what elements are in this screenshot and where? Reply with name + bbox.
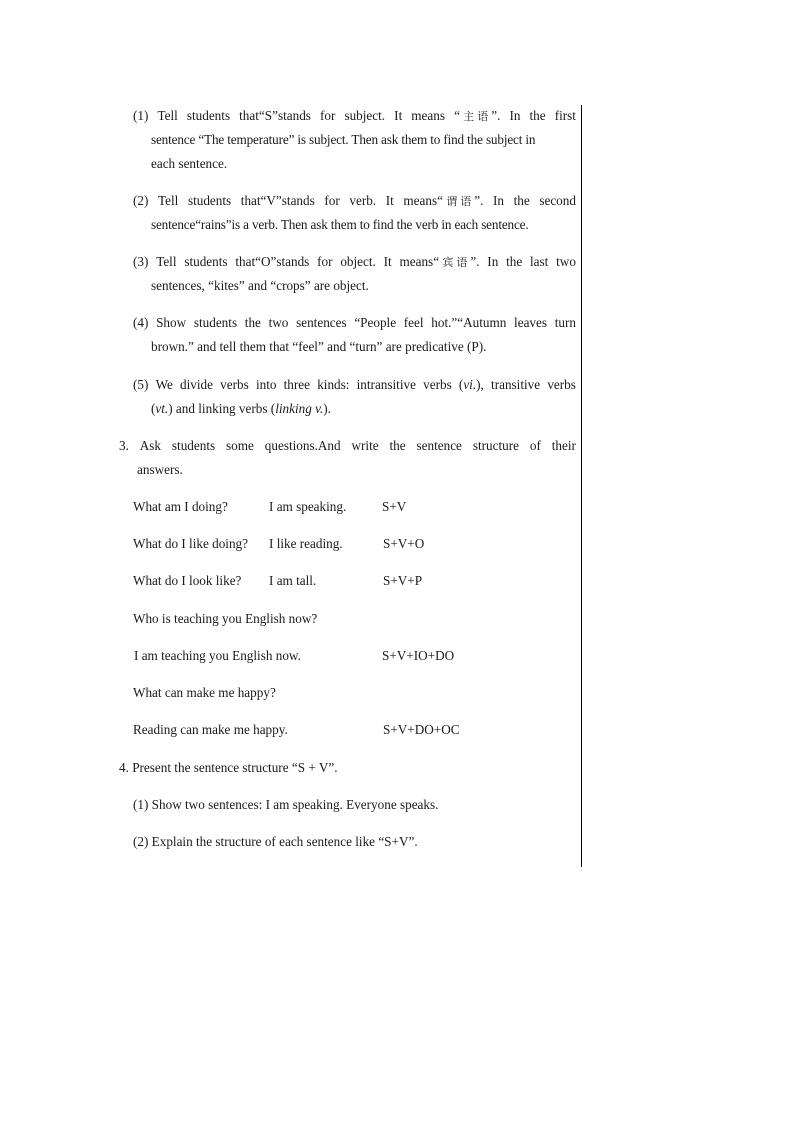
structure-1: S+V [382, 499, 407, 514]
item-1-line-1: (1) Tell students that“S”stands for subject. It means “ 主语”. In the first [133, 108, 576, 123]
chinese-term-object: 宾语 [442, 256, 471, 269]
step-3-line-2: answers. [137, 462, 183, 477]
question-3: What do I look like? [133, 573, 242, 588]
item-4-line-2: brown.” and tell them that “feel” and “turn” are predicative (P). [151, 339, 487, 354]
answer-5: Reading can make me happy. [133, 722, 288, 737]
answer-1: I am speaking. [269, 499, 347, 514]
item-2-line-1: (2) Tell students that“V”stands for verb. It means“ 谓语”. In the second [133, 193, 576, 208]
question-1: What am I doing? [133, 499, 228, 514]
step-3-line-1: 3. Ask students some questions.And write the sentence structure of their [119, 438, 576, 453]
item-5-line-2: (vt.) and linking verbs (linking v.). [151, 401, 331, 416]
table-border-line [581, 105, 582, 867]
question-2: What do I like doing? [133, 536, 248, 551]
question-5: What can make me happy? [133, 685, 276, 700]
item-1-line-3: each sentence. [151, 156, 228, 171]
item-2-line-2: sentence“rains”is a verb. Then ask them to find the verb in each sentence. [151, 217, 529, 232]
question-4: Who is teaching you English now? [133, 611, 318, 626]
answer-2: I like reading. [269, 536, 343, 551]
item-1-line-2: sentence “The temperature” is subject. Then ask them to find the subject in [151, 132, 536, 147]
step-4-item-2: (2) Explain the structure of each sentence like “S+V”. [133, 834, 418, 849]
item-3-line-2: sentences, “kites” and “crops” are object. [151, 278, 369, 293]
answer-3: I am tall. [269, 573, 317, 588]
item-5-line-1: (5) We divide verbs into three kinds: intransitive verbs (vi.), transitive verbs [133, 377, 576, 392]
structure-4: S+V+IO+DO [382, 648, 455, 663]
item-4-line-1: (4) Show students the two sentences “People feel hot.”“Autumn leaves turn [133, 315, 576, 330]
step-4-title: 4. Present the sentence structure “S + V”. [119, 760, 338, 775]
structure-2: S+V+O [383, 536, 425, 551]
chinese-term-predicate: 谓语 [446, 195, 475, 208]
answer-4: I am teaching you English now. [134, 648, 301, 663]
structure-3: S+V+P [383, 573, 423, 588]
step-4-item-1: (1) Show two sentences: I am speaking. Everyone speaks. [133, 797, 439, 812]
item-3-line-1: (3) Tell students that“O”stands for object. It means“ 宾语”. In the last two [133, 254, 576, 269]
structure-5: S+V+DO+OC [383, 722, 460, 737]
chinese-term-subject: 主语 [463, 110, 492, 123]
